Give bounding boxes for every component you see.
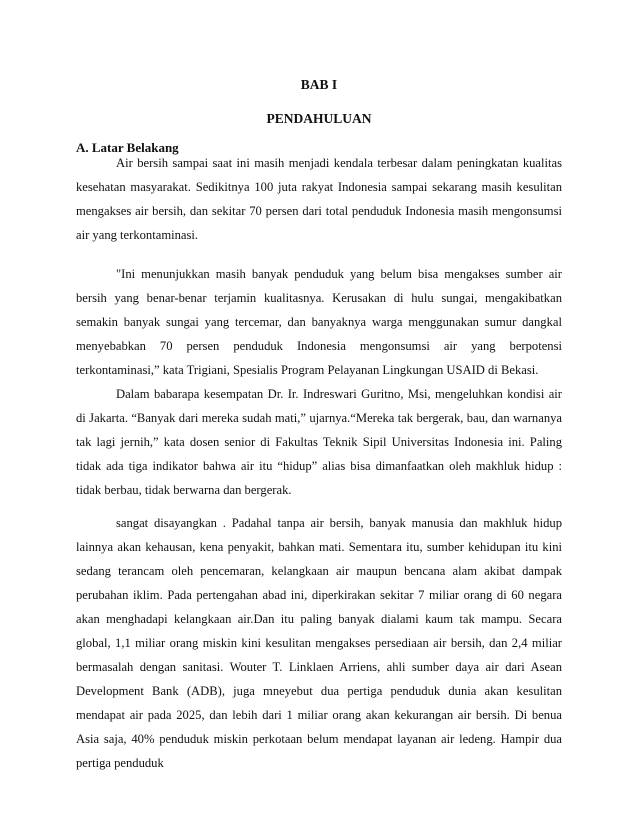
paragraph: sangat disayangkan . Padahal tanpa air bersih, banyak manusia dan makhluk hidup lainnya akan kehausan, kena penyakit, bahkan mati. Sementara itu, sumber kehidupan itu kini sedang terancam oleh pencemaran, kelangkaan air maupun bencana alam akibat dampak perubahan iklim. Pada pertengahan abad ini, diperkirakan sekitar 7 miliar orang di 60 negara akan menghadapi kelangkaan air.Dan itu paling banyak dialami kaum tak mampu. Secara global, 1,1 miliar orang miskin kini kesulitan mengakses persediaan air bersih, dan 2,4 miliar bermasalah dengan sanitasi. Wouter T. Linklaen Arriens, ahli sumber daya air dari Asean Development Bank (ADB), juga mneyebut dua pertiga penduduk dunia akan kesulitan mendapat air pada 2025, dan lebih dari 1 miliar orang akan kekurangan air bersih. Di benua Asia saja, 40% penduduk miskin perkotaan belum mendapat layanan air ledeng. Hampir dua pertiga penduduk <box>76 516 562 770</box>
paragraph: "Ini menunjukkan masih banyak penduduk yang belum bisa mengakses sumber air bersih yang benar-benar terjamin kualitasnya. Kerusakan di hulu sungai, mengakibatkan semakin banyak sungai yang tercemar, dan banyaknya warga menggunakan sumur dangkal menyebabkan 70 persen penduduk Indonesia mengonsumsi air yang berpotensi terkontaminasi,” kata Trigiani, Spesialis Program Pelayanan Lingkungan USAID di Bekasi. <box>76 267 562 377</box>
paragraph: Dalam babarapa kesempatan Dr. Ir. Indreswari Guritno, Msi, mengeluhkan kondisi air di Jakarta. “Banyak dari mereka sudah mati,” ujarnya.“Mereka tak bergerak, bau, dan warnanya tak lagi jernih,” kata dosen senior di Fakultas Teknik Sipil Universitas Indonesia ini. Paling tidak ada tiga indikator bahwa air itu “hidup” alias bisa dimanfaatkan oleh makhluk hidup : tidak berbau, tidak berwarna dan bergerak. <box>76 387 562 497</box>
chapter-title: PENDAHULUAN <box>266 111 372 126</box>
paragraph: Air bersih sampai saat ini masih menjadi kendala terbesar dalam peningkatan kualitas kesehatan masyarakat. Sedikitnya 100 juta rakyat Indonesia sampai sekarang masih kesulitan mengakses air bersih, dan sekitar 70 persen dari total penduduk Indonesia masih mengonsumsi air yang terkontaminasi. <box>76 156 562 242</box>
section-heading: A. Latar Belakang <box>76 140 179 155</box>
chapter-heading: BAB I <box>300 77 338 92</box>
